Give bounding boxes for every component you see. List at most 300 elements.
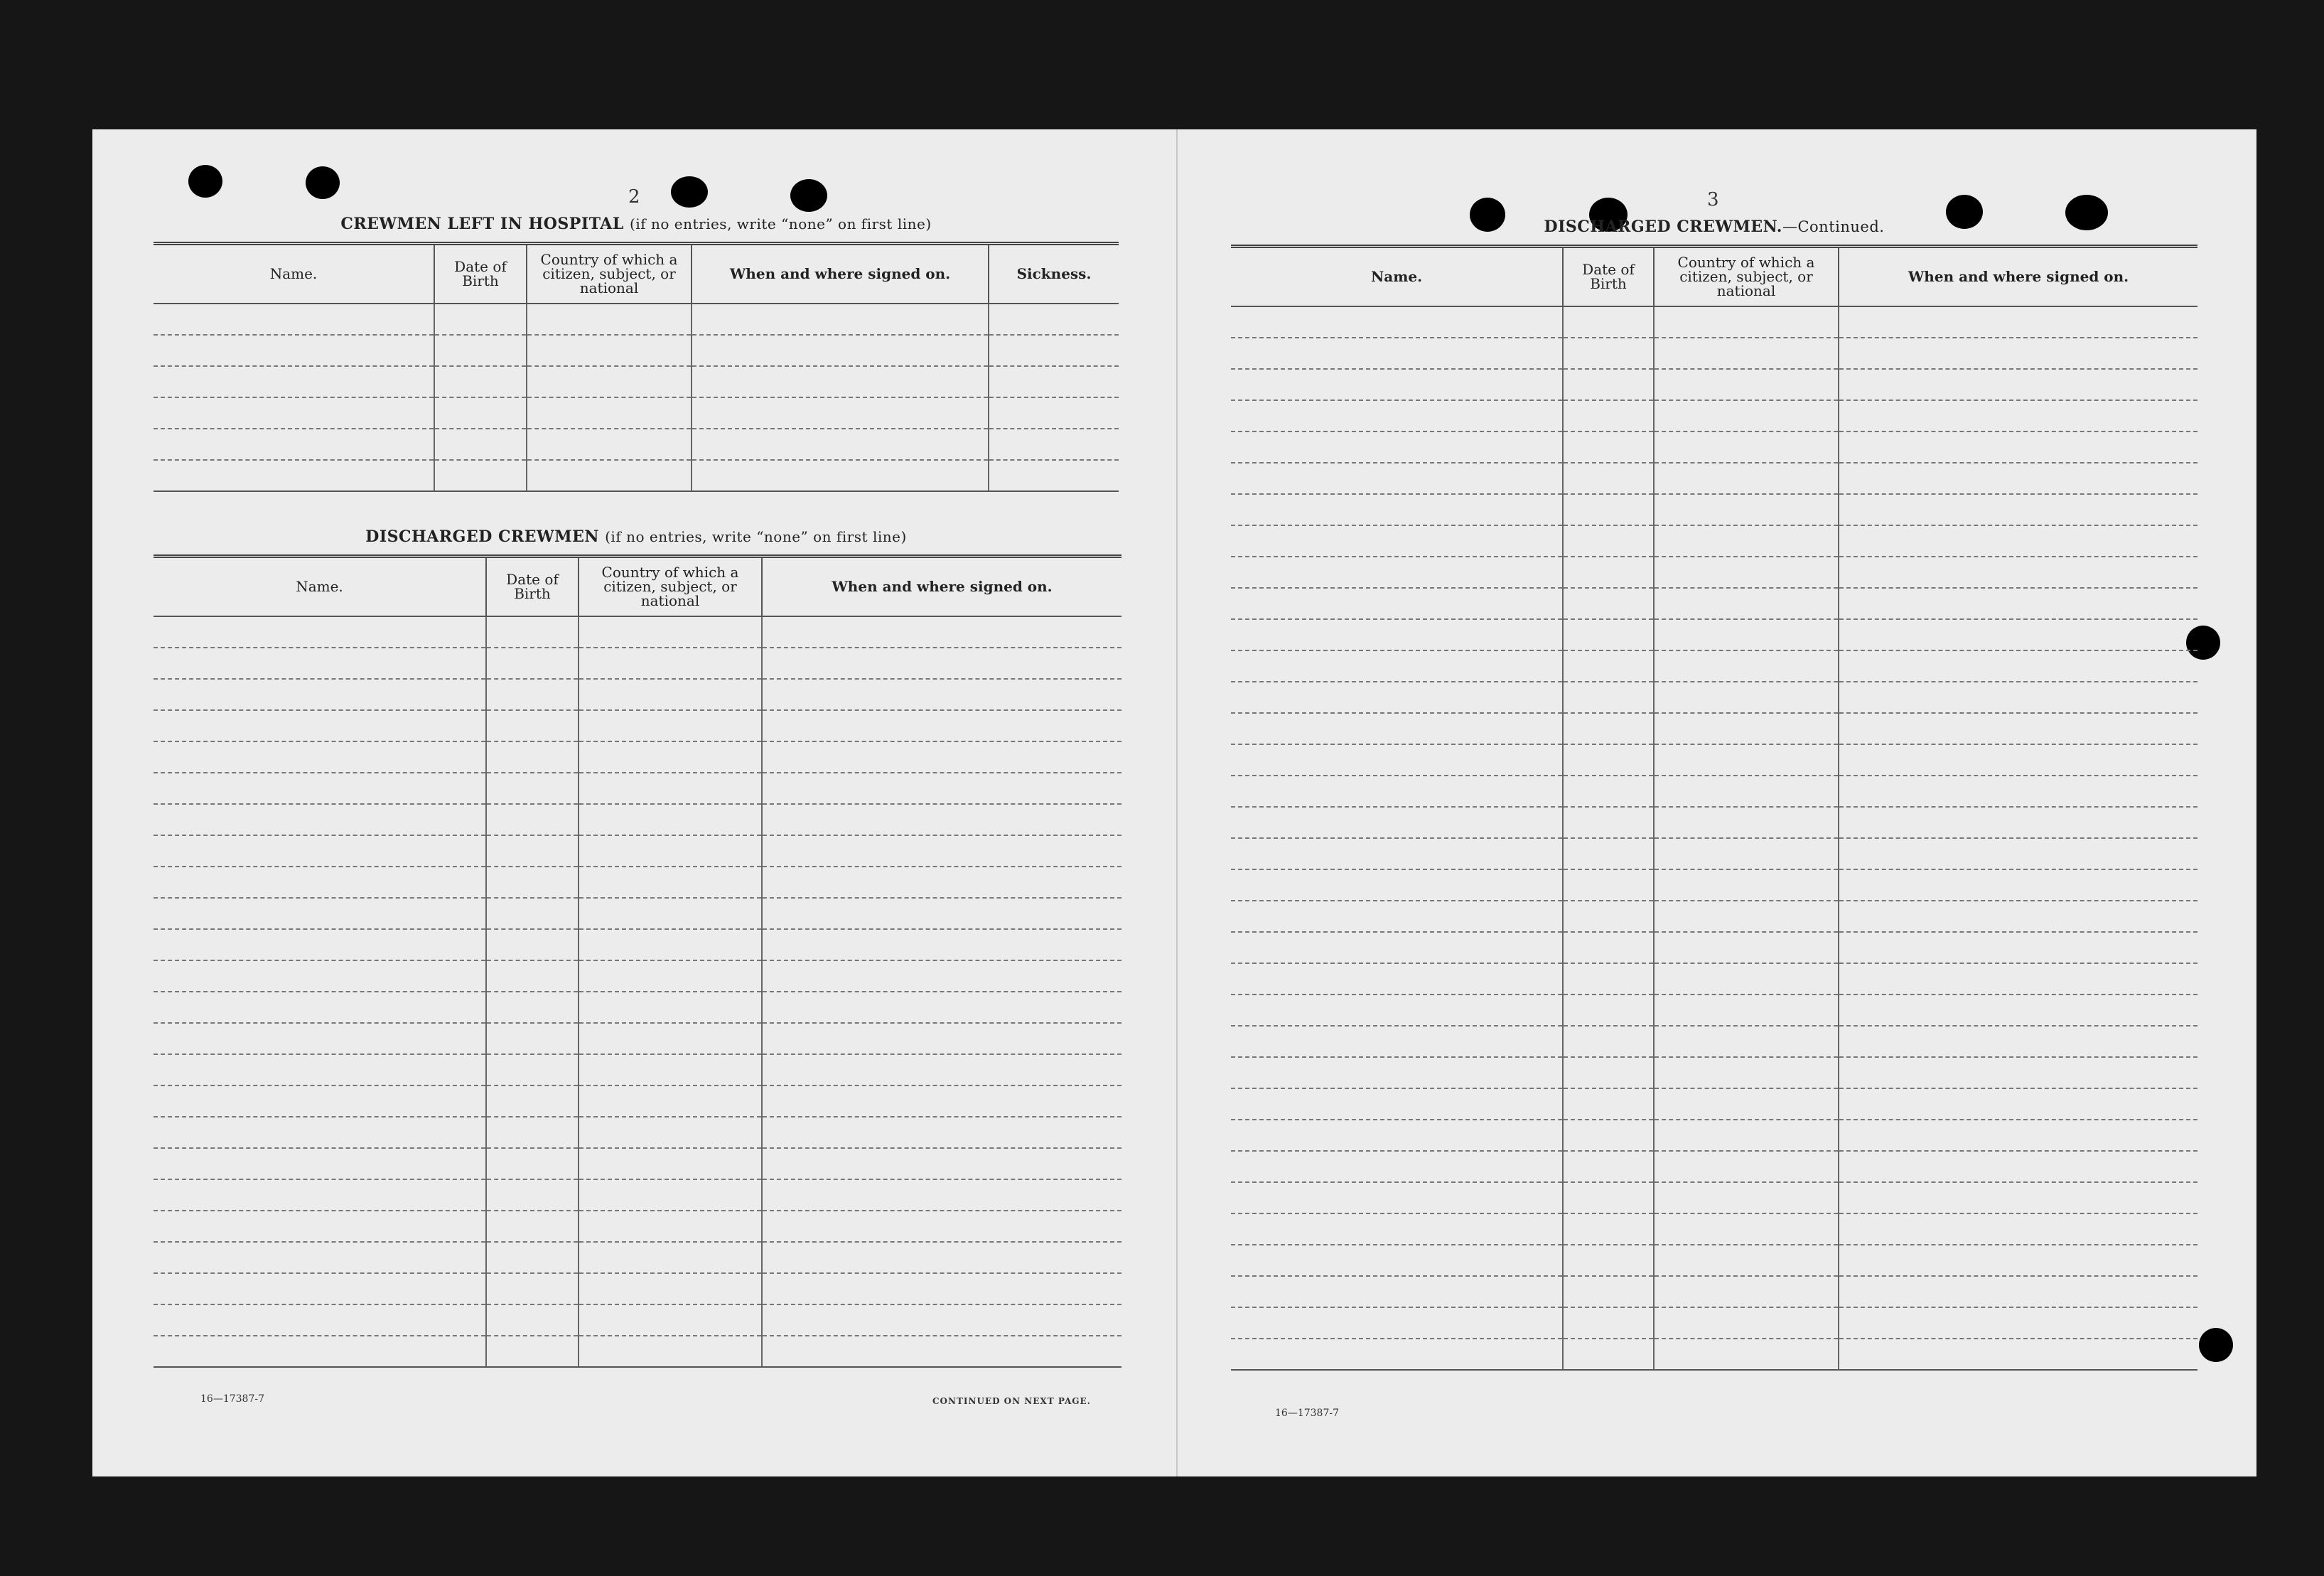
name-cell[interactable]	[154, 710, 486, 741]
date-cell[interactable]	[1563, 1026, 1654, 1057]
name-cell[interactable]	[1231, 1245, 1563, 1276]
name-cell[interactable]	[154, 898, 486, 929]
signed-on-cell[interactable]	[692, 366, 989, 397]
date-cell[interactable]	[486, 867, 579, 898]
name-cell[interactable]	[1231, 1213, 1563, 1245]
discharged-continued-main: DISCHARGED CREWMEN.	[1544, 218, 1782, 236]
signed-on-cell[interactable]	[1839, 963, 2197, 995]
table-row	[1231, 1245, 2197, 1276]
signed-on-cell[interactable]	[1839, 1307, 2197, 1339]
signed-on-cell[interactable]	[1839, 463, 2197, 494]
discharged-instruction: (if no entries, write “none” on first line)	[605, 528, 907, 545]
name-cell[interactable]	[154, 429, 434, 460]
country-cell[interactable]	[1654, 306, 1839, 338]
country-cell[interactable]	[1654, 1213, 1839, 1245]
name-cell[interactable]	[154, 929, 486, 960]
date-cell[interactable]	[1563, 995, 1654, 1026]
signed-on-cell[interactable]	[762, 835, 1121, 867]
country-cell[interactable]	[1654, 525, 1839, 557]
signed-on-cell[interactable]	[1839, 306, 2197, 338]
table-row	[154, 1336, 1121, 1367]
table-row	[1231, 838, 2197, 869]
page-number-left: 2	[628, 186, 640, 208]
country-cell[interactable]	[579, 1054, 762, 1085]
date-cell[interactable]	[486, 1054, 579, 1085]
signed-on-cell[interactable]	[1839, 995, 2197, 1026]
date-cell[interactable]	[1563, 932, 1654, 963]
name-cell[interactable]	[1231, 306, 1563, 338]
name-cell[interactable]	[1231, 901, 1563, 932]
name-cell[interactable]	[154, 1273, 486, 1304]
name-cell[interactable]	[154, 1148, 486, 1179]
signed-on-cell[interactable]	[1839, 1120, 2197, 1151]
country-cell[interactable]	[579, 679, 762, 710]
signed-on-cell[interactable]	[762, 960, 1121, 992]
signed-on-cell[interactable]	[1839, 588, 2197, 619]
name-cell[interactable]	[1231, 494, 1563, 525]
signed-on-cell[interactable]	[1839, 869, 2197, 901]
signed-on-cell[interactable]	[762, 710, 1121, 741]
date-cell[interactable]	[1563, 588, 1654, 619]
date-cell[interactable]	[1563, 306, 1654, 338]
country-cell[interactable]	[1654, 431, 1839, 463]
signed-on-cell[interactable]	[1839, 1088, 2197, 1120]
date-cell[interactable]	[1563, 838, 1654, 869]
date-cell[interactable]	[1563, 901, 1654, 932]
signed-on-cell[interactable]	[1839, 338, 2197, 369]
date-cell[interactable]	[1563, 1276, 1654, 1307]
date-cell[interactable]	[1563, 494, 1654, 525]
country-cell[interactable]	[1654, 807, 1839, 838]
date-cell[interactable]	[486, 1336, 579, 1367]
sickness-cell[interactable]	[989, 304, 1119, 335]
country-cell[interactable]	[1654, 776, 1839, 807]
table-row	[154, 1242, 1121, 1273]
sickness-cell[interactable]	[989, 429, 1119, 460]
date-cell[interactable]	[486, 804, 579, 835]
name-cell[interactable]	[1231, 1026, 1563, 1057]
country-cell[interactable]	[1654, 744, 1839, 776]
signed-on-cell[interactable]	[692, 429, 989, 460]
date-cell[interactable]	[1563, 1120, 1654, 1151]
date-cell[interactable]	[434, 397, 527, 429]
country-cell[interactable]	[1654, 1151, 1839, 1182]
name-cell[interactable]	[1231, 1088, 1563, 1120]
country-cell[interactable]	[579, 616, 762, 648]
country-cell[interactable]	[1654, 1307, 1839, 1339]
name-cell[interactable]	[1231, 682, 1563, 713]
name-cell[interactable]	[1231, 525, 1563, 557]
signed-on-cell[interactable]	[762, 992, 1121, 1023]
country-cell[interactable]	[527, 304, 692, 335]
date-cell[interactable]	[486, 616, 579, 648]
date-cell[interactable]	[1563, 1339, 1654, 1370]
name-cell[interactable]	[1231, 869, 1563, 901]
signed-on-cell[interactable]	[762, 1273, 1121, 1304]
table-row	[1231, 869, 2197, 901]
signed-on-cell[interactable]	[1839, 400, 2197, 431]
country-cell[interactable]	[1654, 1120, 1839, 1151]
name-cell[interactable]	[1231, 588, 1563, 619]
date-cell[interactable]	[434, 304, 527, 335]
date-cell[interactable]	[486, 710, 579, 741]
name-cell[interactable]	[154, 960, 486, 992]
signed-on-cell[interactable]	[762, 741, 1121, 773]
country-cell[interactable]	[579, 1242, 762, 1273]
signed-on-cell[interactable]	[762, 1023, 1121, 1054]
date-cell[interactable]	[486, 898, 579, 929]
table-row	[154, 1179, 1121, 1211]
date-cell[interactable]	[1563, 1057, 1654, 1088]
name-cell[interactable]	[154, 366, 434, 397]
name-cell[interactable]	[1231, 369, 1563, 400]
date-cell[interactable]	[1563, 369, 1654, 400]
name-cell[interactable]	[1231, 776, 1563, 807]
country-cell[interactable]	[579, 929, 762, 960]
signed-on-cell[interactable]	[1839, 650, 2197, 682]
signed-on-cell[interactable]	[762, 1242, 1121, 1273]
date-cell[interactable]	[486, 1273, 579, 1304]
table-row	[154, 867, 1121, 898]
country-cell[interactable]	[527, 460, 692, 491]
signed-on-cell[interactable]	[762, 616, 1121, 648]
name-cell[interactable]	[1231, 338, 1563, 369]
name-cell[interactable]	[1231, 995, 1563, 1026]
signed-on-cell[interactable]	[762, 1117, 1121, 1148]
signed-on-cell[interactable]	[1839, 1057, 2197, 1088]
table-row	[154, 366, 1119, 397]
country-cell[interactable]	[579, 741, 762, 773]
country-cell[interactable]	[1654, 1182, 1839, 1213]
table-row	[154, 397, 1119, 429]
discharged-continued-sub: —Continued.	[1782, 218, 1885, 235]
name-cell[interactable]	[1231, 1120, 1563, 1151]
date-cell[interactable]	[1563, 1088, 1654, 1120]
country-cell[interactable]	[579, 648, 762, 679]
country-cell[interactable]	[1654, 463, 1839, 494]
form-number-left: 16—17387-7	[200, 1393, 264, 1405]
name-cell[interactable]	[1231, 713, 1563, 744]
signed-on-cell[interactable]	[1839, 1276, 2197, 1307]
date-cell[interactable]	[486, 1085, 579, 1117]
sickness-cell[interactable]	[989, 366, 1119, 397]
date-cell[interactable]	[486, 960, 579, 992]
discharged-continued-title	[1231, 218, 2197, 236]
country-cell[interactable]	[1654, 400, 1839, 431]
country-cell[interactable]	[527, 366, 692, 397]
table-row	[154, 741, 1121, 773]
signed-on-cell[interactable]	[692, 397, 989, 429]
date-cell[interactable]	[486, 992, 579, 1023]
country-cell[interactable]	[1654, 1276, 1839, 1307]
signed-on-cell[interactable]	[762, 1336, 1121, 1367]
signed-on-cell[interactable]	[762, 804, 1121, 835]
table-row	[154, 773, 1121, 804]
table-row	[1231, 338, 2197, 369]
signed-on-cell[interactable]	[1839, 369, 2197, 400]
country-cell[interactable]	[579, 1304, 762, 1336]
country-cell[interactable]	[1654, 1339, 1839, 1370]
name-cell[interactable]	[154, 1023, 486, 1054]
signed-on-cell[interactable]	[1839, 1182, 2197, 1213]
date-cell[interactable]	[434, 335, 527, 366]
date-cell[interactable]	[1563, 682, 1654, 713]
signed-on-cell[interactable]	[1839, 901, 2197, 932]
country-cell[interactable]	[1654, 369, 1839, 400]
signed-on-cell[interactable]	[762, 1085, 1121, 1117]
date-cell[interactable]	[1563, 963, 1654, 995]
name-cell[interactable]	[1231, 1151, 1563, 1182]
signed-on-cell[interactable]	[762, 1211, 1121, 1242]
date-cell[interactable]	[486, 1023, 579, 1054]
signed-on-cell[interactable]	[1839, 1026, 2197, 1057]
table-row	[154, 460, 1119, 491]
name-cell[interactable]	[1231, 807, 1563, 838]
signed-on-cell[interactable]	[762, 1054, 1121, 1085]
country-cell[interactable]	[579, 710, 762, 741]
signed-on-cell[interactable]	[1839, 431, 2197, 463]
signed-on-cell[interactable]	[762, 679, 1121, 710]
name-cell[interactable]	[154, 835, 486, 867]
signed-on-cell[interactable]	[1839, 1339, 2197, 1370]
table-row	[154, 1117, 1121, 1148]
hospital-title: CREWMEN LEFT IN HOSPITAL	[340, 215, 624, 233]
date-cell[interactable]	[486, 835, 579, 867]
country-cell[interactable]	[579, 960, 762, 992]
country-cell[interactable]	[579, 804, 762, 835]
country-cell[interactable]	[527, 397, 692, 429]
date-cell[interactable]	[1563, 744, 1654, 776]
date-cell[interactable]	[1563, 1245, 1654, 1276]
name-cell[interactable]	[1231, 1307, 1563, 1339]
country-cell[interactable]	[1654, 338, 1839, 369]
signed-on-cell[interactable]	[1839, 713, 2197, 744]
date-cell[interactable]	[1563, 1213, 1654, 1245]
country-cell[interactable]	[579, 898, 762, 929]
date-cell[interactable]	[1563, 869, 1654, 901]
name-cell[interactable]	[1231, 963, 1563, 995]
signed-on-cell[interactable]	[1839, 619, 2197, 650]
table-row	[1231, 369, 2197, 400]
name-cell[interactable]	[154, 397, 434, 429]
table-row	[1231, 400, 2197, 431]
signed-on-cell[interactable]	[1839, 1213, 2197, 1245]
date-cell[interactable]	[486, 1211, 579, 1242]
country-cell[interactable]	[1654, 1026, 1839, 1057]
country-cell[interactable]	[1654, 838, 1839, 869]
country-cell[interactable]	[1654, 619, 1839, 650]
table-row	[1231, 525, 2197, 557]
date-cell[interactable]	[434, 460, 527, 491]
sickness-cell[interactable]	[989, 335, 1119, 366]
name-cell[interactable]	[154, 335, 434, 366]
name-cell[interactable]	[1231, 431, 1563, 463]
date-cell[interactable]	[486, 679, 579, 710]
name-cell[interactable]	[1231, 1339, 1563, 1370]
name-cell[interactable]	[154, 1242, 486, 1273]
name-cell[interactable]	[154, 1304, 486, 1336]
name-cell[interactable]	[154, 616, 486, 648]
signed-on-cell[interactable]	[762, 1148, 1121, 1179]
signed-on-cell[interactable]	[762, 929, 1121, 960]
name-cell[interactable]	[1231, 1182, 1563, 1213]
hospital-table	[154, 242, 1119, 492]
country-cell[interactable]	[1654, 494, 1839, 525]
page-number-right: 3	[1707, 189, 1719, 210]
name-cell[interactable]	[154, 304, 434, 335]
signed-on-cell[interactable]	[762, 648, 1121, 679]
date-cell[interactable]	[486, 929, 579, 960]
country-cell[interactable]	[1654, 713, 1839, 744]
name-cell[interactable]	[154, 648, 486, 679]
table-row	[154, 335, 1119, 366]
country-cell[interactable]	[579, 1179, 762, 1211]
name-cell[interactable]	[154, 867, 486, 898]
country-cell[interactable]	[527, 335, 692, 366]
date-cell[interactable]	[1563, 650, 1654, 682]
country-cell[interactable]	[1654, 557, 1839, 588]
date-cell[interactable]	[434, 429, 527, 460]
col-name: Name.	[154, 557, 486, 616]
country-cell[interactable]	[579, 867, 762, 898]
table-row	[154, 960, 1121, 992]
signed-on-cell[interactable]	[1839, 557, 2197, 588]
name-cell[interactable]	[1231, 1057, 1563, 1088]
signed-on-cell[interactable]	[692, 460, 989, 491]
country-cell[interactable]	[527, 429, 692, 460]
date-cell[interactable]	[486, 1179, 579, 1211]
table-row	[154, 710, 1121, 741]
country-cell[interactable]	[579, 773, 762, 804]
name-cell[interactable]	[1231, 932, 1563, 963]
country-cell[interactable]	[1654, 682, 1839, 713]
name-cell[interactable]	[154, 1054, 486, 1085]
name-cell[interactable]	[1231, 619, 1563, 650]
date-cell[interactable]	[486, 1304, 579, 1336]
date-cell[interactable]	[486, 741, 579, 773]
country-cell[interactable]	[1654, 963, 1839, 995]
country-cell[interactable]	[1654, 1245, 1839, 1276]
date-cell[interactable]	[1563, 338, 1654, 369]
date-cell[interactable]	[434, 366, 527, 397]
country-cell[interactable]	[579, 1148, 762, 1179]
date-cell[interactable]	[1563, 400, 1654, 431]
signed-on-cell[interactable]	[692, 335, 989, 366]
date-cell[interactable]	[1563, 557, 1654, 588]
country-cell[interactable]	[579, 1023, 762, 1054]
date-cell[interactable]	[1563, 713, 1654, 744]
date-cell[interactable]	[1563, 1182, 1654, 1213]
date-cell[interactable]	[486, 1242, 579, 1273]
date-cell[interactable]	[1563, 776, 1654, 807]
name-cell[interactable]	[154, 741, 486, 773]
country-cell[interactable]	[1654, 995, 1839, 1026]
signed-on-cell[interactable]	[1839, 932, 2197, 963]
name-cell[interactable]	[154, 773, 486, 804]
country-cell[interactable]	[579, 1085, 762, 1117]
name-cell[interactable]	[1231, 1276, 1563, 1307]
country-cell[interactable]	[579, 1273, 762, 1304]
date-cell[interactable]	[1563, 807, 1654, 838]
date-cell[interactable]	[1563, 1307, 1654, 1339]
name-cell[interactable]	[154, 1336, 486, 1367]
name-cell[interactable]	[154, 679, 486, 710]
date-cell[interactable]	[1563, 1151, 1654, 1182]
country-cell[interactable]	[1654, 932, 1839, 963]
date-cell[interactable]	[486, 1148, 579, 1179]
table-row	[154, 429, 1119, 460]
signed-on-cell[interactable]	[1839, 776, 2197, 807]
country-cell[interactable]	[579, 1117, 762, 1148]
name-cell[interactable]	[154, 1179, 486, 1211]
table-row	[154, 304, 1119, 335]
signed-on-cell[interactable]	[1839, 682, 2197, 713]
signed-on-cell[interactable]	[1839, 1151, 2197, 1182]
discharged-section-title	[154, 527, 1119, 546]
country-cell[interactable]	[1654, 901, 1839, 932]
date-cell[interactable]	[1563, 463, 1654, 494]
date-cell[interactable]	[486, 1117, 579, 1148]
country-cell[interactable]	[579, 835, 762, 867]
signed-on-cell[interactable]	[762, 898, 1121, 929]
signed-on-cell[interactable]	[762, 1304, 1121, 1336]
date-cell[interactable]	[486, 648, 579, 679]
name-cell[interactable]	[1231, 838, 1563, 869]
date-cell[interactable]	[1563, 525, 1654, 557]
sickness-cell[interactable]	[989, 460, 1119, 491]
table-row	[154, 1085, 1121, 1117]
date-cell[interactable]	[1563, 431, 1654, 463]
signed-on-cell[interactable]	[1839, 838, 2197, 869]
country-cell[interactable]	[1654, 650, 1839, 682]
date-cell[interactable]	[1563, 619, 1654, 650]
country-cell[interactable]	[1654, 869, 1839, 901]
name-cell[interactable]	[1231, 400, 1563, 431]
name-cell[interactable]	[154, 804, 486, 835]
name-cell[interactable]	[1231, 557, 1563, 588]
signed-on-cell[interactable]	[1839, 1245, 2197, 1276]
name-cell[interactable]	[154, 992, 486, 1023]
name-cell[interactable]	[154, 460, 434, 491]
name-cell[interactable]	[1231, 650, 1563, 682]
signed-on-cell[interactable]	[692, 304, 989, 335]
col-country: Country of which a citizen, subject, or national	[579, 557, 762, 616]
name-cell[interactable]	[154, 1117, 486, 1148]
name-cell[interactable]	[1231, 463, 1563, 494]
signed-on-cell[interactable]	[1839, 807, 2197, 838]
date-cell[interactable]	[486, 773, 579, 804]
signed-on-cell[interactable]	[762, 867, 1121, 898]
signed-on-cell[interactable]	[1839, 744, 2197, 776]
country-cell[interactable]	[579, 1336, 762, 1367]
table-row	[1231, 1339, 2197, 1370]
country-cell[interactable]	[579, 1211, 762, 1242]
signed-on-cell[interactable]	[762, 773, 1121, 804]
punch-hole	[790, 179, 827, 212]
country-cell[interactable]	[1654, 1057, 1839, 1088]
signed-on-cell[interactable]	[762, 1179, 1121, 1211]
name-cell[interactable]	[154, 1085, 486, 1117]
name-cell[interactable]	[154, 1211, 486, 1242]
country-cell[interactable]	[579, 992, 762, 1023]
col-country: Country of which a citizen, subject, or national	[1654, 247, 1839, 306]
sickness-cell[interactable]	[989, 397, 1119, 429]
name-cell[interactable]	[1231, 744, 1563, 776]
country-cell[interactable]	[1654, 1088, 1839, 1120]
signed-on-cell[interactable]	[1839, 525, 2197, 557]
signed-on-cell[interactable]	[1839, 494, 2197, 525]
country-cell[interactable]	[1654, 588, 1839, 619]
